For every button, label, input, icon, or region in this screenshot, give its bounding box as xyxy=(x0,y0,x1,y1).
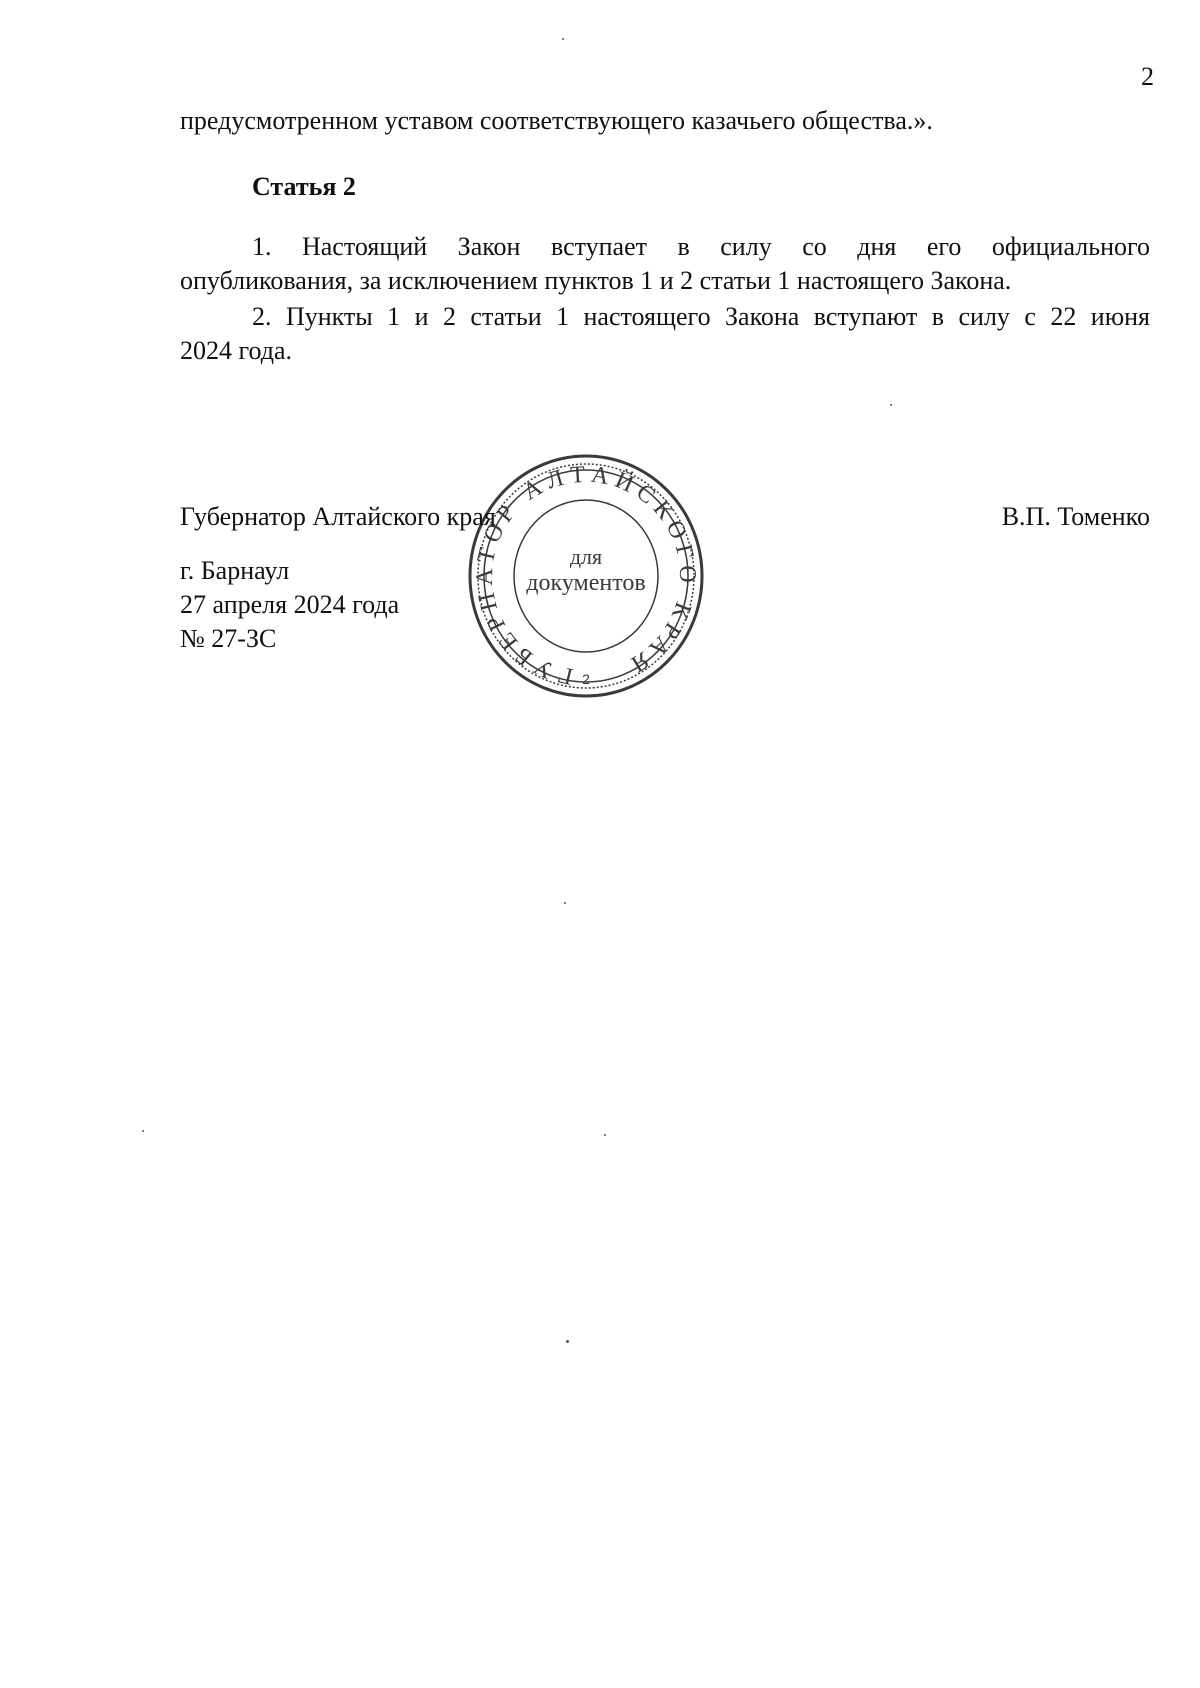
seal-center-line1: для xyxy=(569,544,603,569)
scan-speck xyxy=(604,1134,606,1136)
scan-speck xyxy=(566,1340,569,1343)
scan-speck xyxy=(890,404,892,406)
seal-bottom-number: 2 xyxy=(582,671,590,687)
seal-center-line2: документов xyxy=(526,570,646,596)
item2-line2: 2024 года. xyxy=(180,336,293,365)
item1-line2: опубликования, за исключением пунктов 1 и 2 статьи 1 настоящего Закона. xyxy=(180,266,1012,295)
continuation-text: предусмотренном уставом соответствующего казачьего общества.». xyxy=(180,106,933,135)
issue-date: 27 апреля 2024 года xyxy=(180,590,400,619)
law-number: № 27-ЗС xyxy=(180,624,277,653)
seal-ring-text: ГУБЕРНАТОР АЛТАЙСКОГО КРАЯ xyxy=(471,461,701,690)
page-number: 2 xyxy=(1141,62,1154,91)
issue-city: г. Барнаул xyxy=(180,556,290,585)
signature-position: Губернатор Алтайского края xyxy=(180,502,496,531)
scan-speck xyxy=(564,902,566,904)
signature-name: В.П. Томенко xyxy=(1001,502,1150,531)
article-heading: Статья 2 xyxy=(252,172,356,201)
item1-line1: 1. Настоящий Закон вступает в силу со дня его официального xyxy=(252,232,1150,261)
official-seal xyxy=(466,452,706,704)
scan-speck xyxy=(142,1130,144,1132)
scan-speck xyxy=(562,38,564,40)
item2-line1: 2. Пункты 1 и 2 статьи 1 настоящего Закона вступают в силу с 22 июня xyxy=(252,302,1150,331)
